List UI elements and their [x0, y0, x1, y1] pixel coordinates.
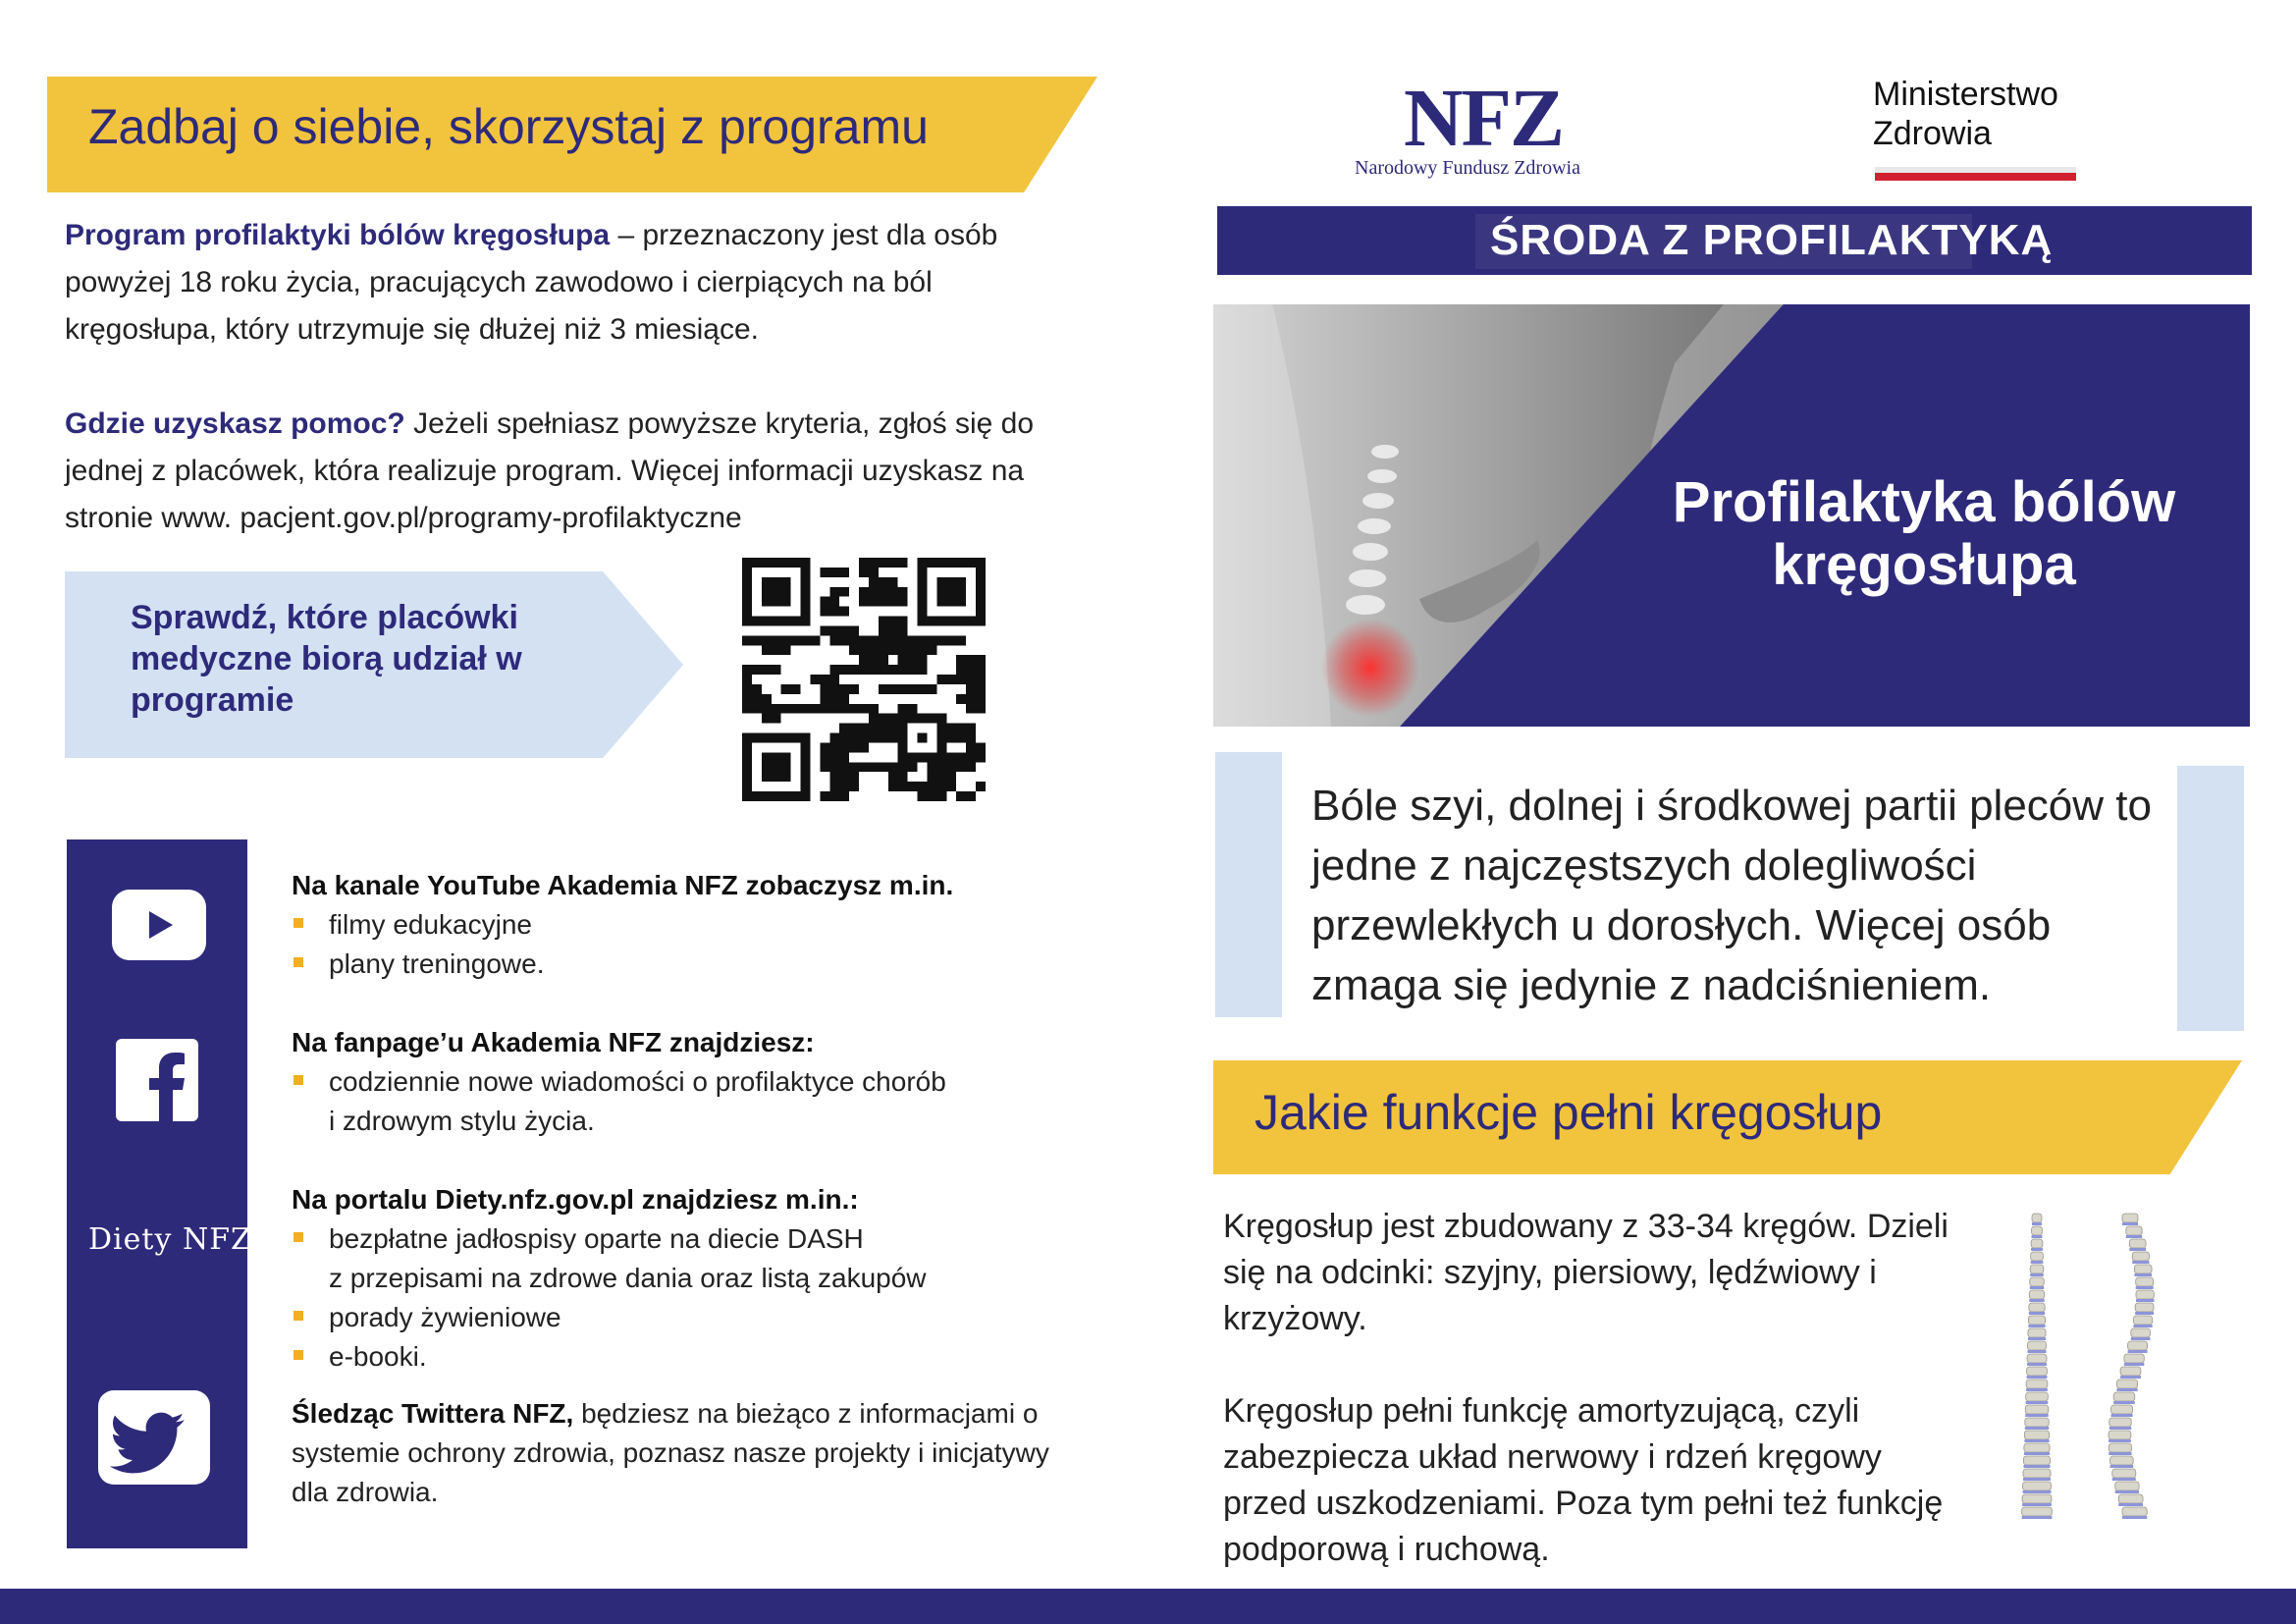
- program-description: – przeznaczony jest dla osób powyżej 18 roku życia, pracujących zawodowo i cierpiących na ból kręgosłupa, który utrzymuje się dłużej niż 3 miesiące.: [65, 219, 998, 346]
- hero-title: Profilaktyka bólów kręgosłupa: [1672, 470, 2176, 597]
- ministry-flag-red: [1875, 173, 2076, 181]
- twitter-lead: Śledząc Twittera NFZ,: [292, 1398, 574, 1429]
- facebook-section-title: Na fanpage’u Akademia NFZ znajdziesz:: [292, 1027, 815, 1057]
- help-description: Jeżeli spełniasz powyższe kryteria, zgłoś się do jednej z placówek, która realizuje program. Więcej informacji uzyskasz na stronie www. pacjent.gov.pl/programy-profilaktyczne: [65, 407, 1035, 534]
- help-question: Gdzie uzyskasz pomoc?: [65, 407, 405, 440]
- youtube-icon[interactable]: [112, 890, 206, 960]
- list-item-continuation: i zdrowym stylu życia.: [329, 1106, 595, 1136]
- quote-text: Bóle szyi, dolnej i środkowej partii pleców to jedne z najczęstszych dolegliwości przewlekłych u dorosłych. Więcej osób zmaga się jedynie z nadciśnieniem.: [1311, 782, 2152, 1009]
- help-paragraph: [65, 401, 1056, 542]
- list-item: bezpłatne jadłospisy oparte na diecie DASH: [292, 1219, 927, 1259]
- facebook-list: [292, 1062, 946, 1141]
- footer-bar: [0, 1589, 2296, 1624]
- ministry-logo: [1873, 75, 2058, 153]
- spine-structure-paragraph: Kręgosłup jest zbudowany z 33-34 kręgów. Dzieli się na odcinki: szyjny, piersiowy, lędźwiowy i krzyżowy.: [1223, 1208, 1949, 1337]
- diety-nfz-logo[interactable]: Diety NFZ: [88, 1222, 252, 1257]
- twitter-paragraph: [292, 1394, 1077, 1512]
- left-banner-title: Zadbaj o siebie, skorzystaj z programu: [88, 99, 929, 154]
- list-item-continuation: z przepisami na zdrowe dania oraz listą zakupów: [329, 1263, 927, 1293]
- nfz-logo-subtitle: Narodowy Fundusz Zdrowia: [1355, 157, 1580, 179]
- twitter-icon[interactable]: [98, 1390, 210, 1485]
- qr-code[interactable]: [742, 558, 986, 801]
- quote-bar-right: [2177, 766, 2244, 1031]
- twitter-description: będziesz na bieżąco z informacjami o systemie ochrony zdrowia, poznasz nasze projekty i inicjatywy dla zdrowia.: [292, 1398, 1049, 1507]
- diety-list: [292, 1219, 927, 1377]
- check-clinics-text: Sprawdź, które placówki medyczne biorą udział w programie: [131, 599, 522, 719]
- spine-function-paragraph: Kręgosłup pełni funkcję amortyzującą, czyli zabezpiecza układ nerwowy i rdzeń kręgowy przed uszkodzeniami. Poza tym pełni też funkcję podporową i ruchową.: [1223, 1392, 1944, 1568]
- list-item: plany treningowe.: [292, 945, 544, 984]
- youtube-list: [292, 905, 544, 984]
- campaign-label: ŚRODA Z PROFILAKTYKĄ: [1490, 216, 2054, 264]
- right-banner-title: Jakie funkcje pełni kręgosłup: [1255, 1085, 1883, 1140]
- program-paragraph: [65, 212, 1056, 353]
- nfz-logo: NFZ: [1404, 73, 1563, 164]
- program-name: Program profilaktyki bólów kręgosłupa: [65, 219, 611, 251]
- list-item: filmy edukacyjne: [292, 905, 544, 945]
- ministry-name-line1: Ministerstwo: [1873, 76, 2058, 113]
- diety-section-title: Na portalu Diety.nfz.gov.pl znajdziesz m.in.:: [292, 1184, 859, 1215]
- spine-illustration: [1983, 1208, 2189, 1551]
- facebook-icon[interactable]: [116, 1039, 198, 1121]
- list-item: porady żywieniowe: [292, 1298, 927, 1337]
- list-item: codziennie nowe wiadomości o profilaktyce chorób: [292, 1062, 946, 1102]
- ministry-name-line2: Zdrowia: [1873, 115, 1992, 152]
- youtube-section-title: Na kanale YouTube Akademia NFZ zobaczysz m.in.: [292, 870, 954, 900]
- quote-bar-left: [1215, 752, 1282, 1017]
- list-item: e-booki.: [292, 1337, 927, 1377]
